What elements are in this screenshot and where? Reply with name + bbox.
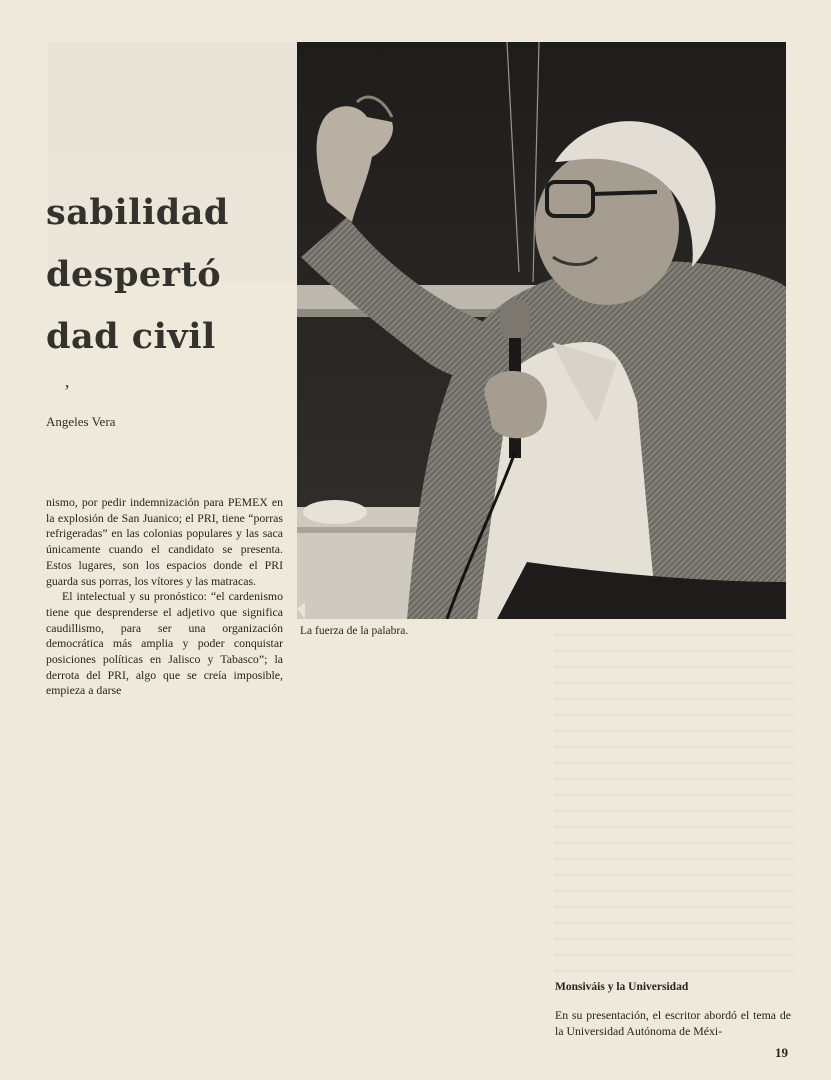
byline: Angeles Vera <box>46 414 116 429</box>
photo-caption: La fuerza de la palabra. <box>300 625 409 637</box>
speaker-photo <box>297 42 786 619</box>
article-body <box>46 495 283 699</box>
article-paragraph-1: nismo, por pedir indemnización para PEMEX en la explosión de San Juanico; el PRI, tiene “porras refrigeradas” en las colonias populares y las saca únicamente cuando el candidato se presenta. Estos lugares, son los espacios donde el PRI guarda sus porras, los vítores y las matracas. <box>46 495 283 588</box>
byline-mark: ’ <box>64 381 70 401</box>
faded-show-through-column <box>555 620 795 980</box>
page-number: 19 <box>775 1045 788 1060</box>
headline-line-1: sabilidad <box>46 192 229 233</box>
headline-line-3: dad civil <box>46 316 216 357</box>
section-paragraph: En su presentación, el escritor abordó el tema de la Universidad Autónoma de Méxi- <box>555 1008 791 1038</box>
section-heading: Monsiváis y la Universidad <box>555 981 689 993</box>
headline-line-2: despertó <box>46 254 222 295</box>
headline <box>46 182 286 368</box>
speaker-photo-illustration <box>297 42 786 619</box>
article-paragraph-2: El intelectual y su pronóstico: “el cardenismo tiene que desprenderse el adjetivo que significa caudillismo, para ser una organización democrática más amplia y poder conquistar posiciones políticas en Jalisco y Tabasco”; la derrota del PRI, algo que se creía imposible, empieza a darse <box>46 589 283 698</box>
